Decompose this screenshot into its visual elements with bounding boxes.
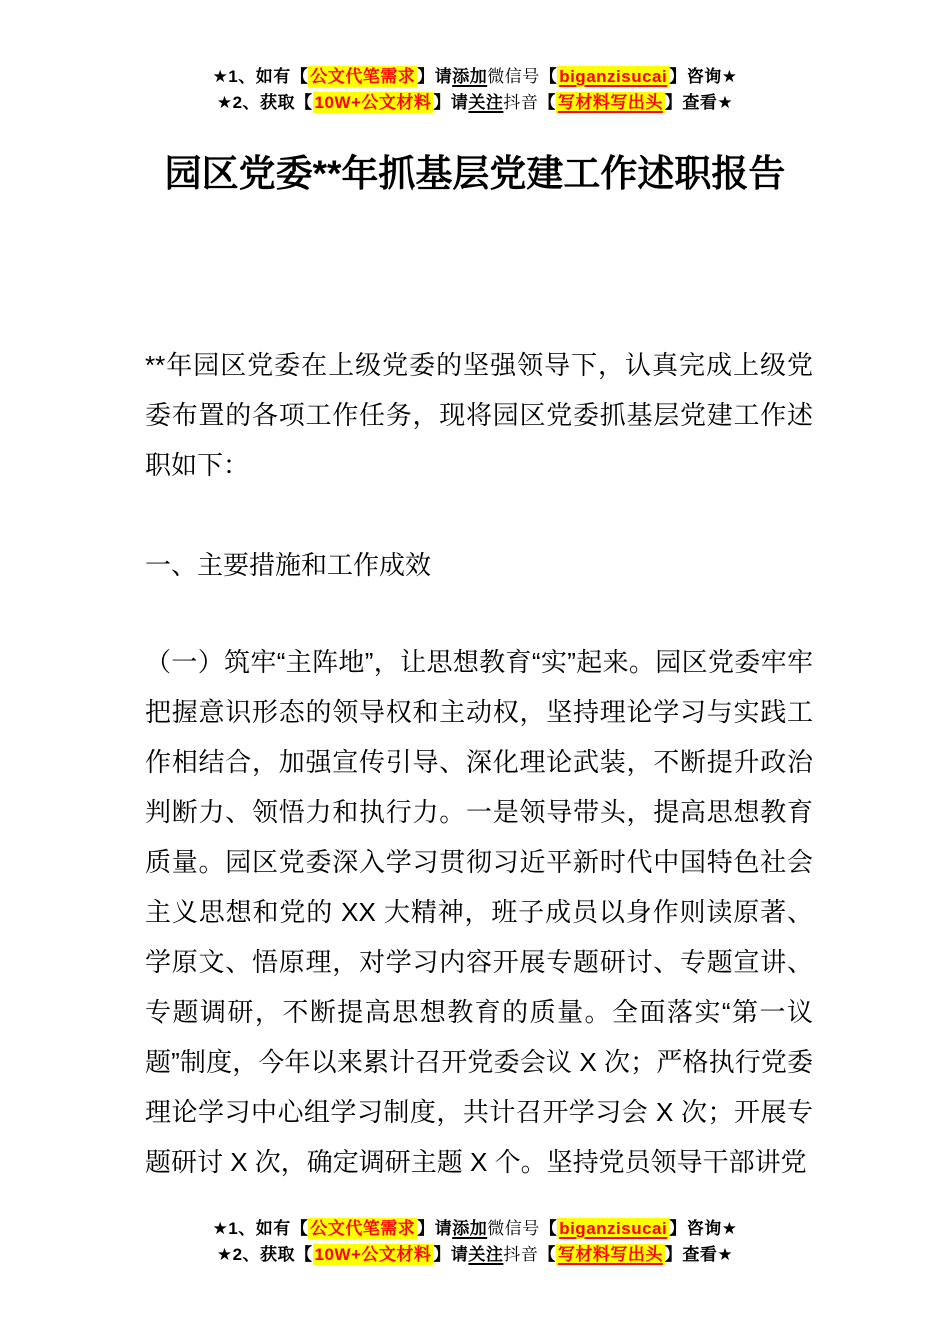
promo-suffix: 】查看★ — [664, 1245, 734, 1264]
promo-mid: 】请 — [417, 67, 453, 86]
promo-prefix: ★2、获取【 — [216, 1245, 313, 1264]
promo-service-tag: 公文代笔需求 — [310, 1219, 416, 1238]
promo-footer-line-1 — [0, 1216, 950, 1242]
paragraph-section-1: （一）筑牢“主阵地”，让思想教育“实”起来。园区党委牢牢把握意识形态的领导权和主动权，坚持理论学习与实践工作相结合，加强宣传引导、深化理论武装，不断提升政治判断力、领悟力和执行力。一是领导带头，提高思想教育质量。园区党委深入学习贯彻习近平新时代中国特色社会主义思想和党的 XX 大精神，班子成员以身作则读原著、学原文、悟原理，对学习内容开展专题研讨、专题宣讲、专题调研，不断提高思想教育的质量。全面落实“第一议题”制度，今年以来累计召开党委会议 X 次；严格执行党委理论学习中心组学习制度，共计召开学习会 X 次；开展专题研讨 X 次，确定调研主题 X 个。坚持党员领导干部讲党 — [145, 647, 813, 1177]
document-body — [145, 340, 813, 1187]
promo-prefix: ★1、如有【 — [212, 1219, 309, 1238]
promo-mid: 】请 — [433, 1245, 469, 1264]
promo-service-tag: 10W+公文材料 — [314, 93, 432, 112]
paragraph-intro: **年园区党委在上级党委的坚强领导下，认真完成上级党委布置的各项工作任务，现将园区党委抓基层党建工作述职如下： — [145, 350, 813, 480]
promo-bracket: 【 — [539, 67, 558, 86]
promo-platform: 抖音 — [503, 1245, 539, 1264]
section-heading-1: 一、主要措施和工作成效 — [145, 550, 432, 580]
promo-bracket: 【 — [538, 93, 556, 112]
promo-mid: 】请 — [433, 93, 469, 112]
document-title: 园区党委**年抓基层党建工作述职报告 — [164, 153, 786, 194]
promo-bracket: 【 — [539, 1219, 558, 1238]
promo-service-tag: 公文代笔需求 — [310, 67, 416, 86]
promo-header-line-2 — [0, 90, 950, 116]
promo-action: 添加 — [452, 1219, 488, 1238]
promo-action: 关注 — [468, 1245, 504, 1264]
promo-suffix: 】查看★ — [664, 93, 734, 112]
promo-suffix: 】咨询★ — [669, 1219, 738, 1238]
promo-prefix: ★1、如有【 — [212, 67, 309, 86]
promo-action: 关注 — [468, 93, 504, 112]
promo-account: biganzisucai — [559, 1219, 668, 1238]
promo-account: biganzisucai — [559, 67, 668, 86]
promo-account: 写材料写出头 — [557, 93, 663, 112]
promo-platform: 抖音 — [503, 93, 539, 112]
promo-footer — [0, 1216, 950, 1268]
promo-account: 写材料写出头 — [557, 1245, 663, 1264]
promo-platform: 微信号 — [487, 1219, 540, 1238]
promo-suffix: 】咨询★ — [669, 67, 738, 86]
promo-service-tag: 10W+公文材料 — [314, 1245, 432, 1264]
promo-action: 添加 — [452, 67, 488, 86]
promo-mid: 】请 — [417, 1219, 453, 1238]
promo-header — [0, 64, 950, 116]
promo-bracket: 【 — [538, 1245, 556, 1264]
promo-header-line-1 — [0, 64, 950, 90]
promo-prefix: ★2、获取【 — [216, 93, 313, 112]
promo-platform: 微信号 — [487, 67, 540, 86]
promo-footer-line-2 — [0, 1242, 950, 1268]
